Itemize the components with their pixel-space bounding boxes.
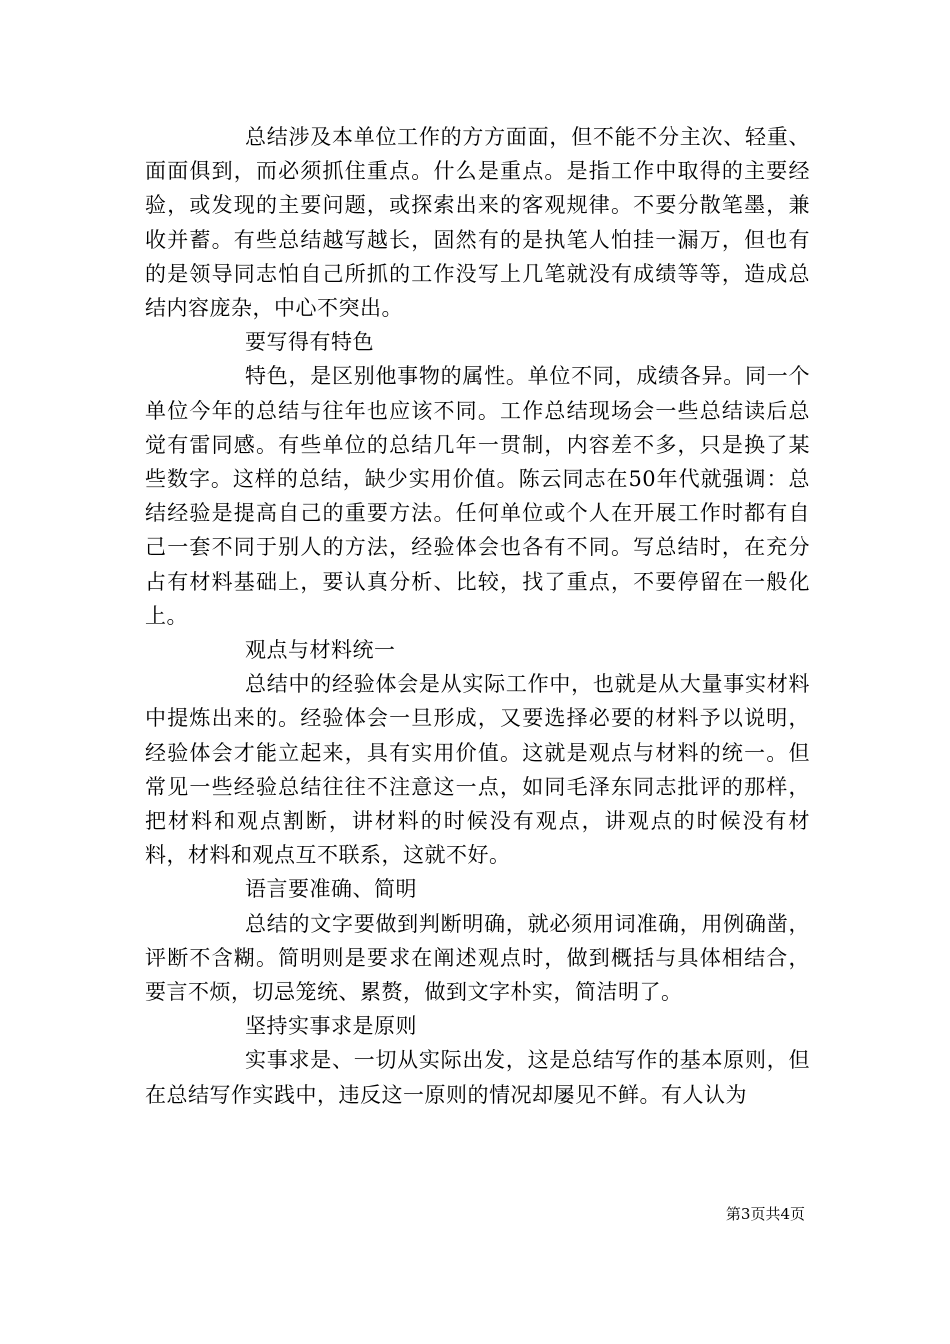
paragraph-viewpoint-material-unity: 总结中的经验体会是从实际工作中，也就是从大量事实材料中提炼出来的。经验体会一旦形成，又要选择必要的材料予以说明，经验体会才能立起来，具有实用价值。这就是观点与材料的统一。但常见一些经验总结往往不注意这一点，如同毛泽东同志批评的那样，把材料和观点割断，讲材料的时候没有观点，讲观点的时候没有材料，材料和观点互不联系，这就不好。 (145, 672, 810, 868)
document-body (145, 120, 810, 1112)
paragraph-focus-on-key-points: 总结涉及本单位工作的方方面面，但不能不分主次、轻重、面面俱到，而必须抓住重点。什么是重点。是指工作中取得的主要经验，或发现的主要问题，或探索出来的客观规律。不要分散笔墨，兼收并蓄。有些总结越写越长，固然有的是执笔人怕挂一漏万，但也有的是领导同志怕自己所抓的工作没写上几笔就没有成绩等等，造成总结内容庞杂，中心不突出。 (145, 125, 810, 321)
paragraph-seek-truth-from-facts: 实事求是、一切从实际出发，这是总结写作的基本原则，但在总结写作实践中，违反这一原则的情况却屡见不鲜。有人认为 (145, 1048, 810, 1107)
heading-seek-truth-from-facts: 坚持实事求是原则 (245, 1014, 417, 1039)
paragraph-distinctive-features: 特色，是区别他事物的属性。单位不同，成绩各异。同一个单位今年的总结与往年也应该不同。工作总结现场会一些总结读后总觉有雷同感。有些单位的总结几年一贯制，内容差不多，只是换了某些数字。这样的总结，缺少实用价值。陈云同志在50年代就强调：总结经验是提高自己的重要方法。任何单位或个人在开展工作时都有自己一套不同于别人的方法，经验体会也各有不同。写总结时，在充分占有材料基础上，要认真分析、比较，找了重点，不要停留在一般化上。 (145, 364, 810, 628)
heading-viewpoint-material-unity: 观点与材料统一 (245, 638, 396, 663)
heading-distinctive-features: 要写得有特色 (245, 330, 374, 355)
page-number-footer: 第3页共4页 (725, 1205, 805, 1223)
heading-accurate-concise-language: 语言要准确、简明 (245, 877, 417, 902)
paragraph-accurate-concise-language: 总结的文字要做到判断明确，就必须用词准确，用例确凿，评断不含糊。简明则是要求在阐述观点时，做到概括与具体相结合，要言不烦，切忌笼统、累赘，做到文字朴实，简洁明了。 (145, 911, 810, 1005)
